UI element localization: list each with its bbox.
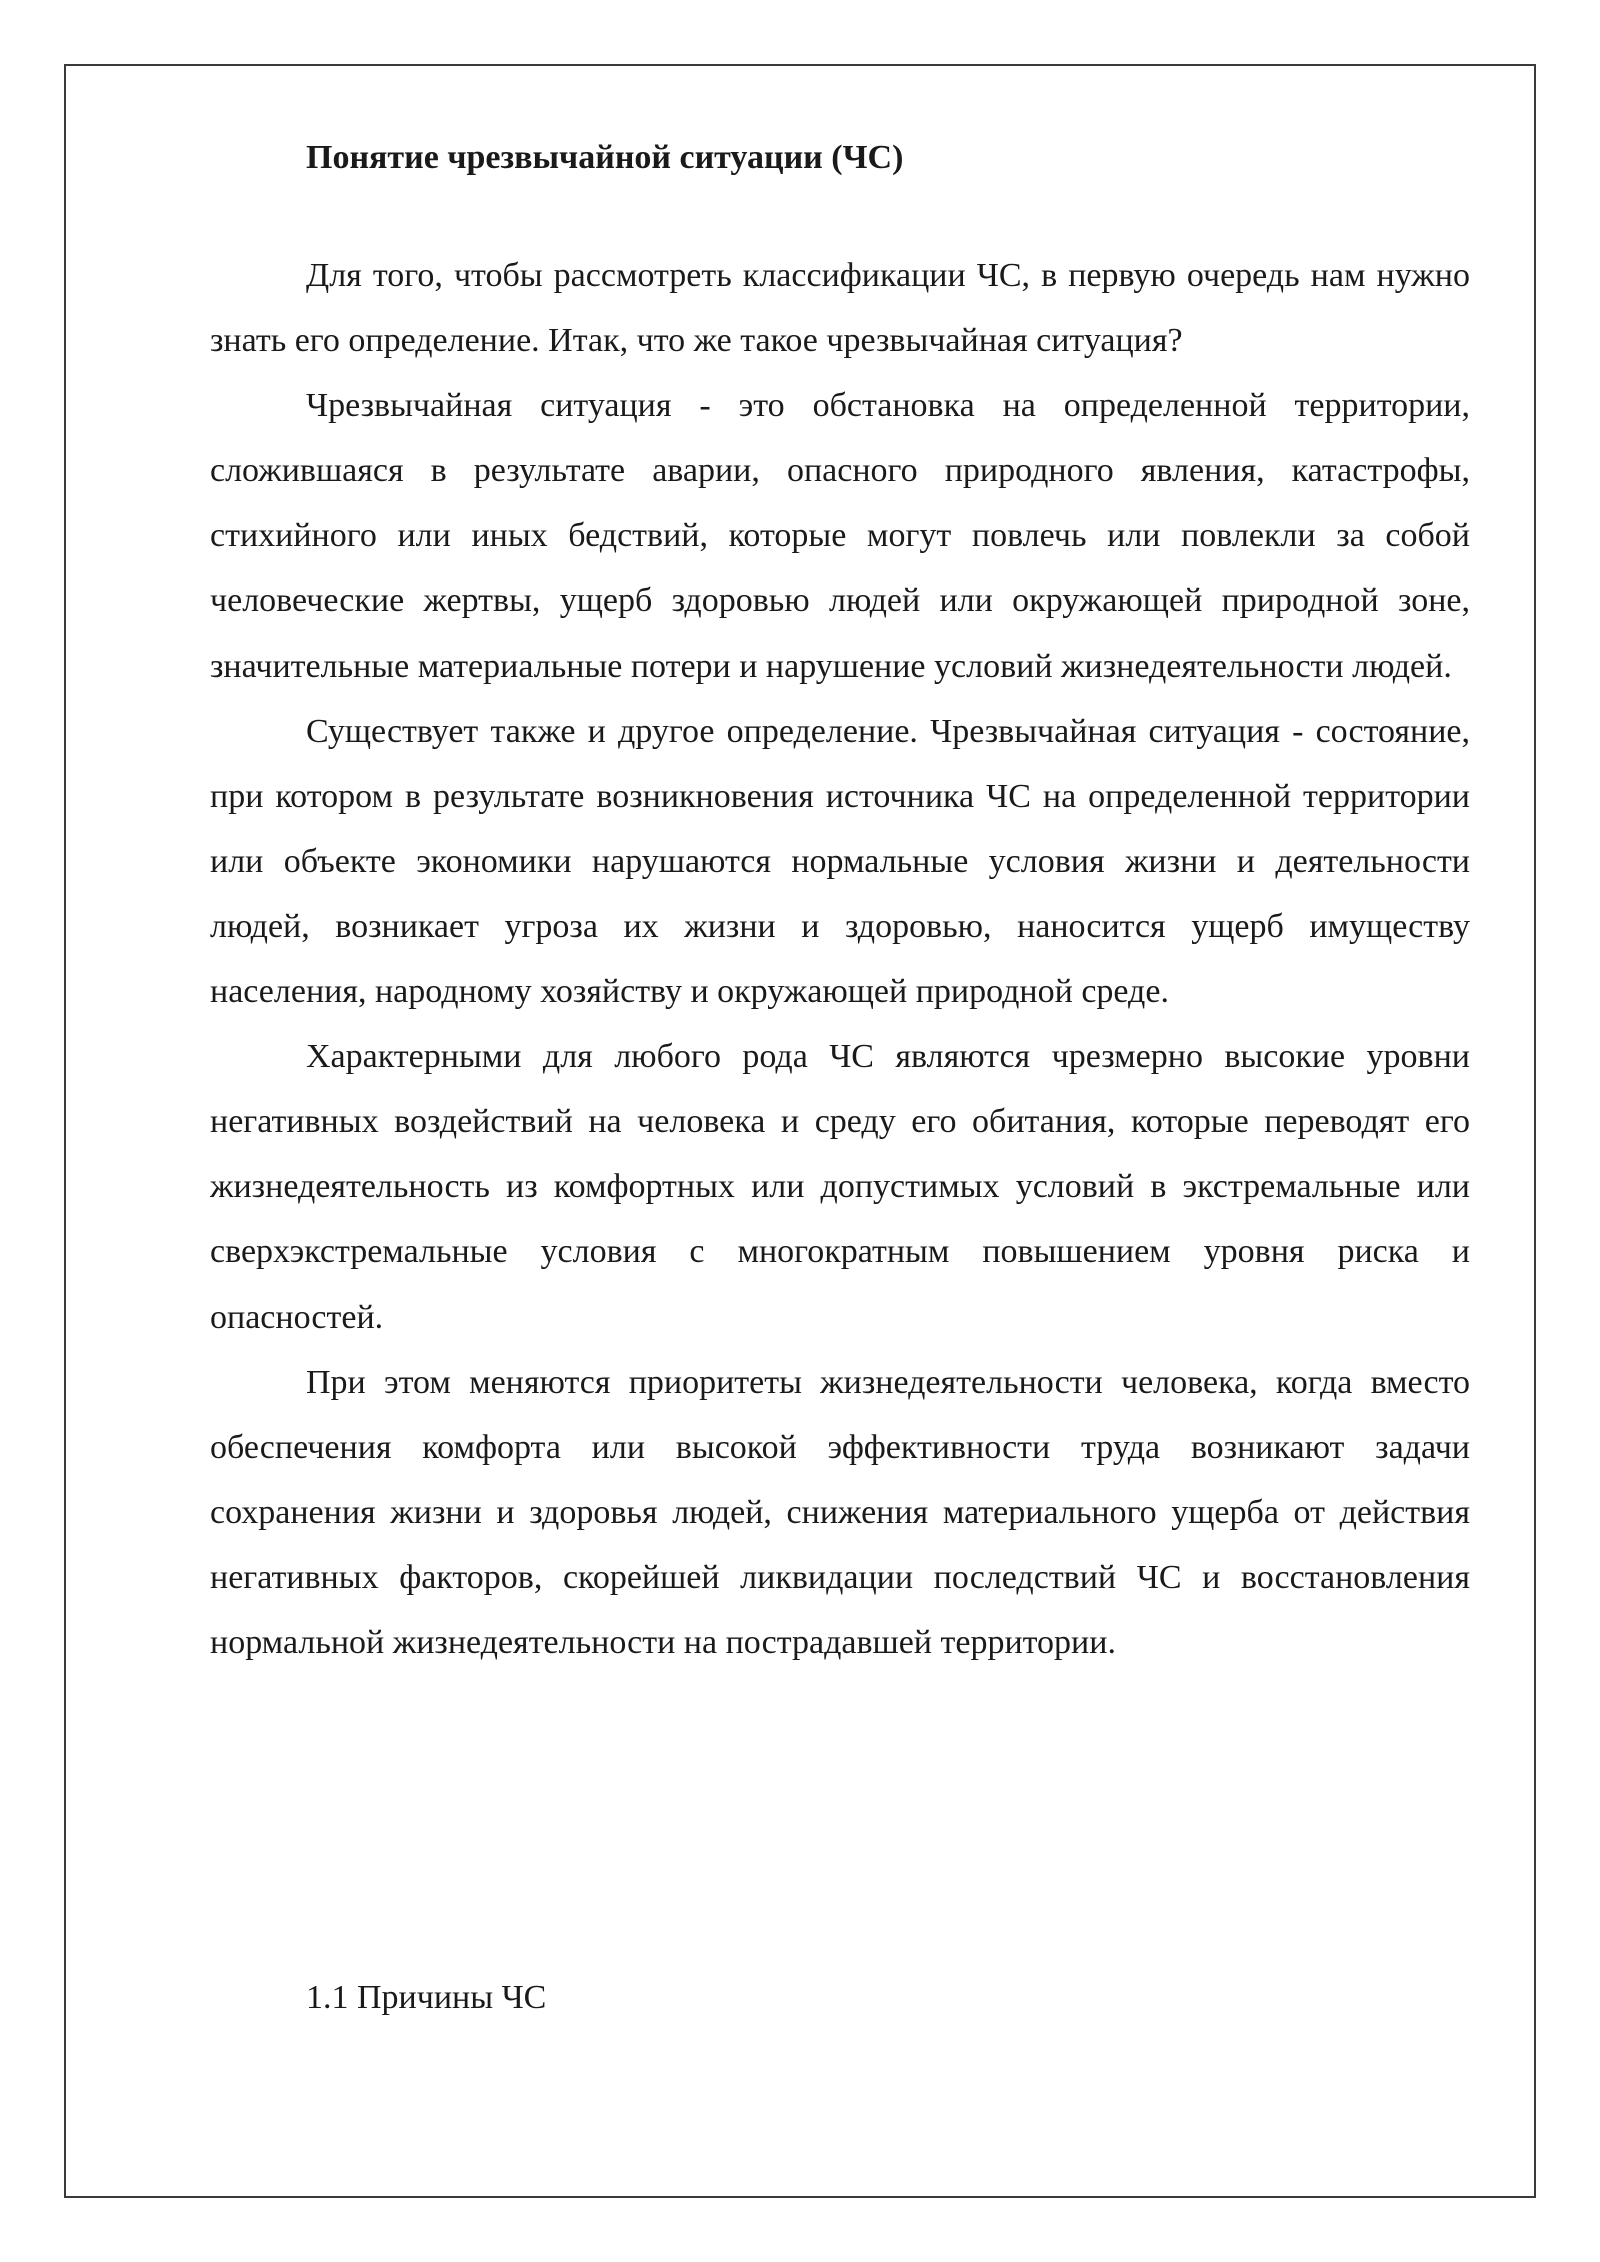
paragraph-definition-2: Существует также и другое определение. Чрезвычайная ситуация - состояние, при котором в результате возникновения источника ЧС на определенной территории или объекте экономики нарушаются нормальные условия жизни и деятельности людей, возникает угроза их жизни и здоровью, наносится ущерб имуществу населения, народному хозяйству и окружающей природной среде. bbox=[210, 712, 1470, 1011]
paragraph-definition-1: Чрезвычайная ситуация - это обстановка на определенной территории, сложившаяся в результате аварии, опасного природного явления, катастрофы, стихийного или иных бедствий, которые могут повлечь или повлекли за собой человеческие жертвы, ущерб здоровью людей или окружающей природной зоне, значительные материальные потери и нарушение условий жизнедеятельности людей. bbox=[210, 387, 1470, 685]
document-body bbox=[210, 125, 1470, 2016]
paragraph-intro: Для того, чтобы рассмотреть классификации ЧС, в первую очередь нам нужно знать его определение. Итак, что же такое чрезвычайная ситуация? bbox=[210, 257, 1470, 360]
paragraph-characteristics: Характерными для любого рода ЧС являются чрезмерно высокие уровни негативных воздействий на человека и среду его обитания, которые переводят его жизнедеятельность из комфортных или допустимых условий в экстремальные или сверхэкстремальные условия с многократным повышением уровня риска и опасностей. bbox=[210, 1038, 1470, 1336]
paragraph-priorities: При этом меняются приоритеты жизнедеятельности человека, когда вместо обеспечения комфорта или высокой эффективности труда возникают задачи сохранения жизни и здоровья людей, снижения материального ущерба от действия негативных факторов, скорейшей ликвидации последствий ЧС и восстановления нормальной жизнедеятельности на пострадавшей территории. bbox=[210, 1363, 1470, 1661]
page-title: Понятие чрезвычайной ситуации (ЧС) bbox=[306, 139, 904, 176]
section-heading-causes: 1.1 Причины ЧС bbox=[306, 1979, 547, 2016]
